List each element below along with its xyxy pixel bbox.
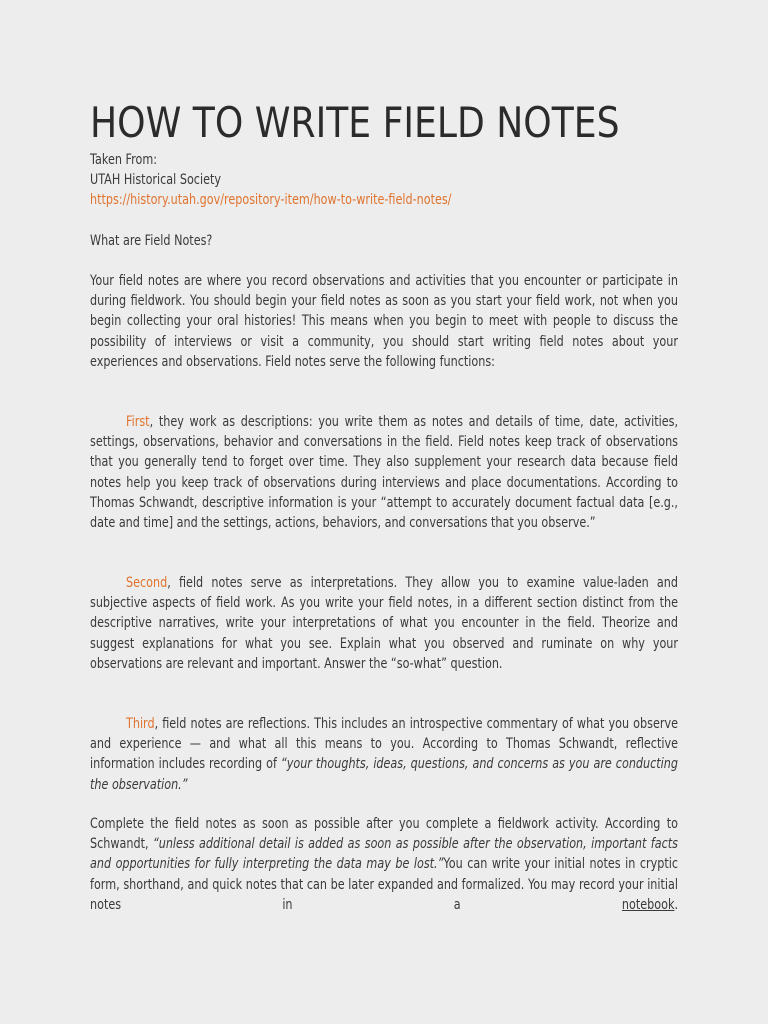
second-paragraph <box>90 573 678 674</box>
closing-text-a: Complete the field notes as soon as possible after you complete a fieldwork activity. According to Schwandt, <box>90 816 678 853</box>
page-title: HOW TO WRITE FIELD NOTES <box>90 98 620 147</box>
source-block <box>90 150 678 251</box>
third-paragraph <box>90 714 678 795</box>
source-prefix: Taken From: <box>90 152 158 168</box>
intro-text: Your field notes are where you record observations and activities that you encounter or participate in during fieldwork. You should begin your field notes as soon as you start your field work, not when you begin collecting your oral histories! This means when you begin to meet with people to discuss the possibility of interviews or visit a community, you should start writing field notes about your experiences and observations. Field notes serve the following functions: <box>90 273 678 370</box>
first-text: , they work as descriptions: you write them as notes and details of time, date, activities, settings, observations, behavior and conversations in the field. Field notes keep track of observations that you generally tend to forget over time. They also supplement your research data because field notes help you keep track of observations during interviews and place documentations. According to Thomas Schwandt, descriptive information is your “attempt to accurately document factual data [e.g., date and time] and the settings, actions, behaviors, and conversations that you observe.” <box>90 414 678 532</box>
closing-paragraph <box>90 814 678 915</box>
notebook-link[interactable]: notebook <box>621 896 675 913</box>
first-label: First <box>126 414 150 430</box>
third-quote: “your thoughts, ideas, questions, and concerns as you are conducting the observation.” <box>90 756 678 793</box>
first-paragraph <box>90 412 678 533</box>
section-question: What are Field Notes? <box>90 232 213 249</box>
intro-paragraph <box>90 271 678 372</box>
third-label: Third <box>126 716 155 732</box>
second-text: , field notes serve as interpretations. They allow you to examine value-laden and subjective aspects of field work. As you write your field notes, in a different section distinct from the descriptive narratives, write your interpretations of what you encounter in the field. Theorize and suggest explanations for what you see. Explain what you observed and ruminate on why your observations are relevant and important. Answer the “so-what” question. <box>90 575 678 672</box>
third-text: , field notes are reflections. This includes an introspective commentary of what you observe and experience — and what all this means to you. According to Thomas Schwandt, reflective information includes recording of <box>90 716 678 773</box>
source-organization: UTAH Historical Society <box>90 172 221 189</box>
second-label: Second <box>126 575 168 591</box>
closing-text-b: You can write your initial notes in cryptic form, shorthand, and quick notes that can be later expanded and formalized. You may record your initial notes in a <box>90 856 678 913</box>
closing-quote: “unless additional detail is added as soon as possible after the observation, important facts and opportunities for fully interpreting the data may be lost.” <box>90 836 678 873</box>
source-link[interactable]: https://history.utah.gov/repository-item/how-to-write-field-notes/ <box>90 192 452 209</box>
closing-end: . <box>674 896 678 913</box>
